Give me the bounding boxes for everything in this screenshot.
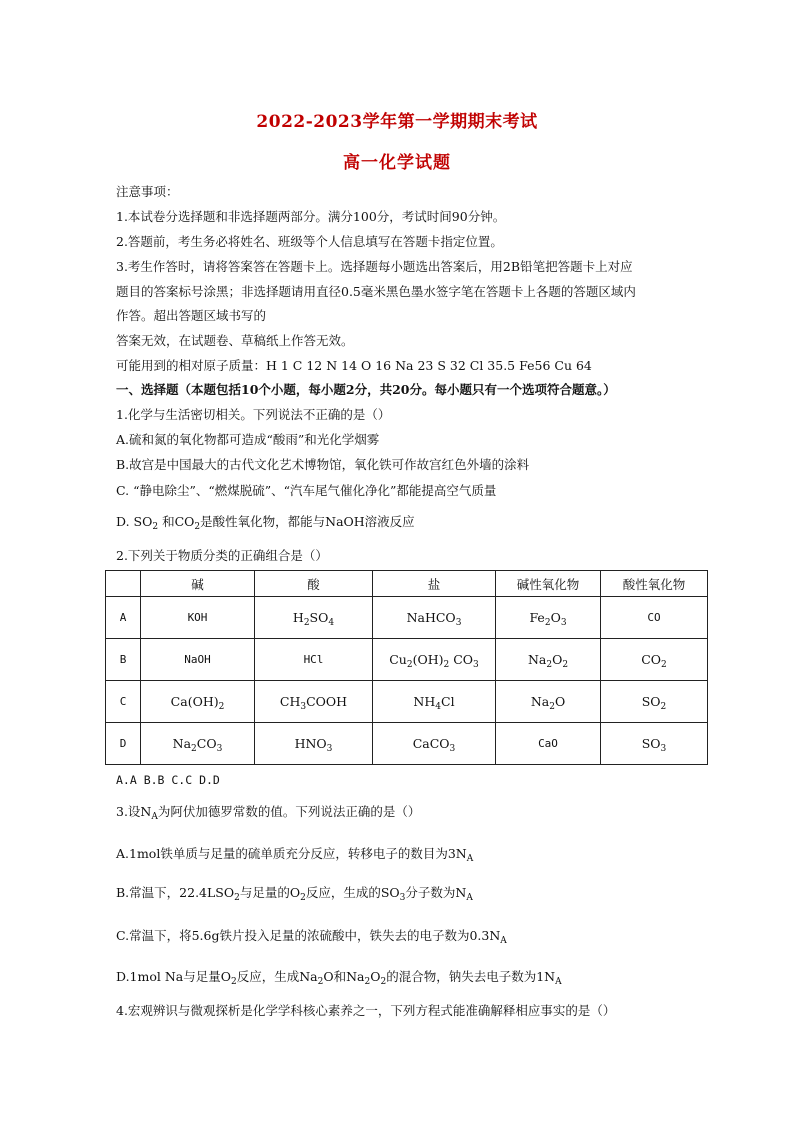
cell-basic-oxide: $Na_2O$	[496, 681, 601, 723]
q2-options: A.A B.B C.C D.D	[116, 773, 220, 787]
cell-basic-oxide: CaO	[496, 723, 601, 765]
q1-option-c: C. “静电除尘”、“燃煤脱硫”、“汽车尾气催化净化”都能提高空气质量	[116, 483, 497, 498]
cell-acidic-oxide: $SO_3$	[601, 723, 708, 765]
cell-acid: $HNO_3$	[255, 723, 373, 765]
cell-salt: $Cu_2(OH)_2$ $CO_3$	[373, 639, 496, 681]
cell-basic-oxide: $Na_2O_2$	[496, 639, 601, 681]
table-row	[106, 681, 708, 723]
table-row	[106, 597, 708, 639]
row-label-b: B	[106, 639, 141, 681]
header-salt: 盐	[373, 571, 496, 597]
notice-heading: 注意事项：	[116, 184, 179, 199]
exam-title: 2022-2023学年第一学期期末考试	[256, 112, 538, 132]
header-basic-oxide: 碱性氧化物	[496, 571, 601, 597]
cell-acid: $H_2SO_4$	[255, 597, 373, 639]
notice-item-3-line-3: 作答。超出答题区域书写的	[116, 308, 267, 323]
classification-table	[105, 570, 708, 765]
cell-base: $Ca(OH)_2$	[141, 681, 255, 723]
q3-option-d: D.1mol Na与足量$O_2$反应，生成$Na_2O$和$Na_2O_2$的混合物，钠失去电子数为$1N_A$	[116, 969, 562, 987]
notice-item-3-line-1: 3.考生作答时，请将答案答在答题卡上。选择题每小题选出答案后，用2B铅笔把答题卡上对应	[116, 259, 633, 274]
q1-option-b: B.故宫是中国最大的古代文化艺术博物馆，氧化铁可作故宫红色外墙的涂料	[116, 457, 530, 472]
table-header-row	[106, 571, 708, 597]
table-row	[106, 639, 708, 681]
q3-option-c: C.常温下，将5.6g铁片投入足量的浓硫酸中，铁失去的电子数为$0.3N_A$	[116, 928, 507, 946]
notice-item-3-line-2: 题目的答案标号涂黑；非选择题请用直径0.5毫米黑色墨水签字笔在答题卡上各题的答题区域内	[116, 284, 636, 299]
q4-stem: 4.宏观辨识与微观探析是化学学科核心素养之一，下列方程式能准确解释相应事实的是（）	[116, 1003, 616, 1018]
cell-acidic-oxide: CO	[601, 597, 708, 639]
cell-acidic-oxide: $CO_2$	[601, 639, 708, 681]
q1-stem: 1.化学与生活密切相关。下列说法不正确的是（）	[116, 407, 391, 422]
cell-salt: $NH_4Cl$	[373, 681, 496, 723]
section-1-heading: 一、选择题（本题包括10个小题，每小题2分，共20分。每小题只有一个选项符合题意。）	[116, 382, 616, 397]
cell-base: NaOH	[141, 639, 255, 681]
exam-subtitle: 高一化学试题	[343, 153, 451, 173]
row-label-c: C	[106, 681, 141, 723]
cell-acid: HCl	[255, 639, 373, 681]
row-label-d: D	[106, 723, 141, 765]
cell-acidic-oxide: $SO_2$	[601, 681, 708, 723]
q3-option-a: A.1mol铁单质与足量的硫单质充分反应，转移电子的数目为$3N_A$	[116, 846, 474, 864]
cell-base: KOH	[141, 597, 255, 639]
cell-acid: $CH_3COOH$	[255, 681, 373, 723]
q3-option-b: B.常温下，$22.4LSO_2$与足量的$O_2$反应，生成的$SO_3$分子数为$N_A$	[116, 885, 473, 903]
header-base: 碱	[141, 571, 255, 597]
cell-base: $Na_2CO_3$	[141, 723, 255, 765]
notice-item-3-line-4: 答案无效，在试题卷、草稿纸上作答无效。	[116, 333, 354, 348]
atomic-mass-line: 可能用到的相对原子质量：H 1 C 12 N 14 O 16 Na 23 S 32 Cl 35.5 Fe56 Cu 64	[116, 358, 592, 373]
q3-stem: 3.设$N_A$为阿伏加德罗常数的值。下列说法正确的是（）	[116, 804, 421, 822]
table-row	[106, 723, 708, 765]
notice-item-1: 1.本试卷分选择题和非选择题两部分。满分100分，考试时间90分钟。	[116, 209, 506, 224]
cell-salt: NaHCO$_3$	[373, 597, 496, 639]
q2-stem: 2.下列关于物质分类的正确组合是（）	[116, 548, 328, 563]
notice-item-2: 2.答题前，考生务必将姓名、班级等个人信息填写在答题卡指定位置。	[116, 234, 503, 249]
header-acid: 酸	[255, 571, 373, 597]
cell-salt: CaCO$_3$	[373, 723, 496, 765]
q1-option-a: A.硫和氮的氧化物都可造成“酸雨”和光化学烟雾	[116, 432, 380, 447]
q1-option-d: D. $SO_2$ 和$CO_2$是酸性氧化物，都能与NaOH溶液反应	[116, 514, 415, 532]
row-label-a: A	[106, 597, 141, 639]
header-acidic-oxide: 酸性氧化物	[601, 571, 708, 597]
cell-basic-oxide: $Fe_2O_3$	[496, 597, 601, 639]
